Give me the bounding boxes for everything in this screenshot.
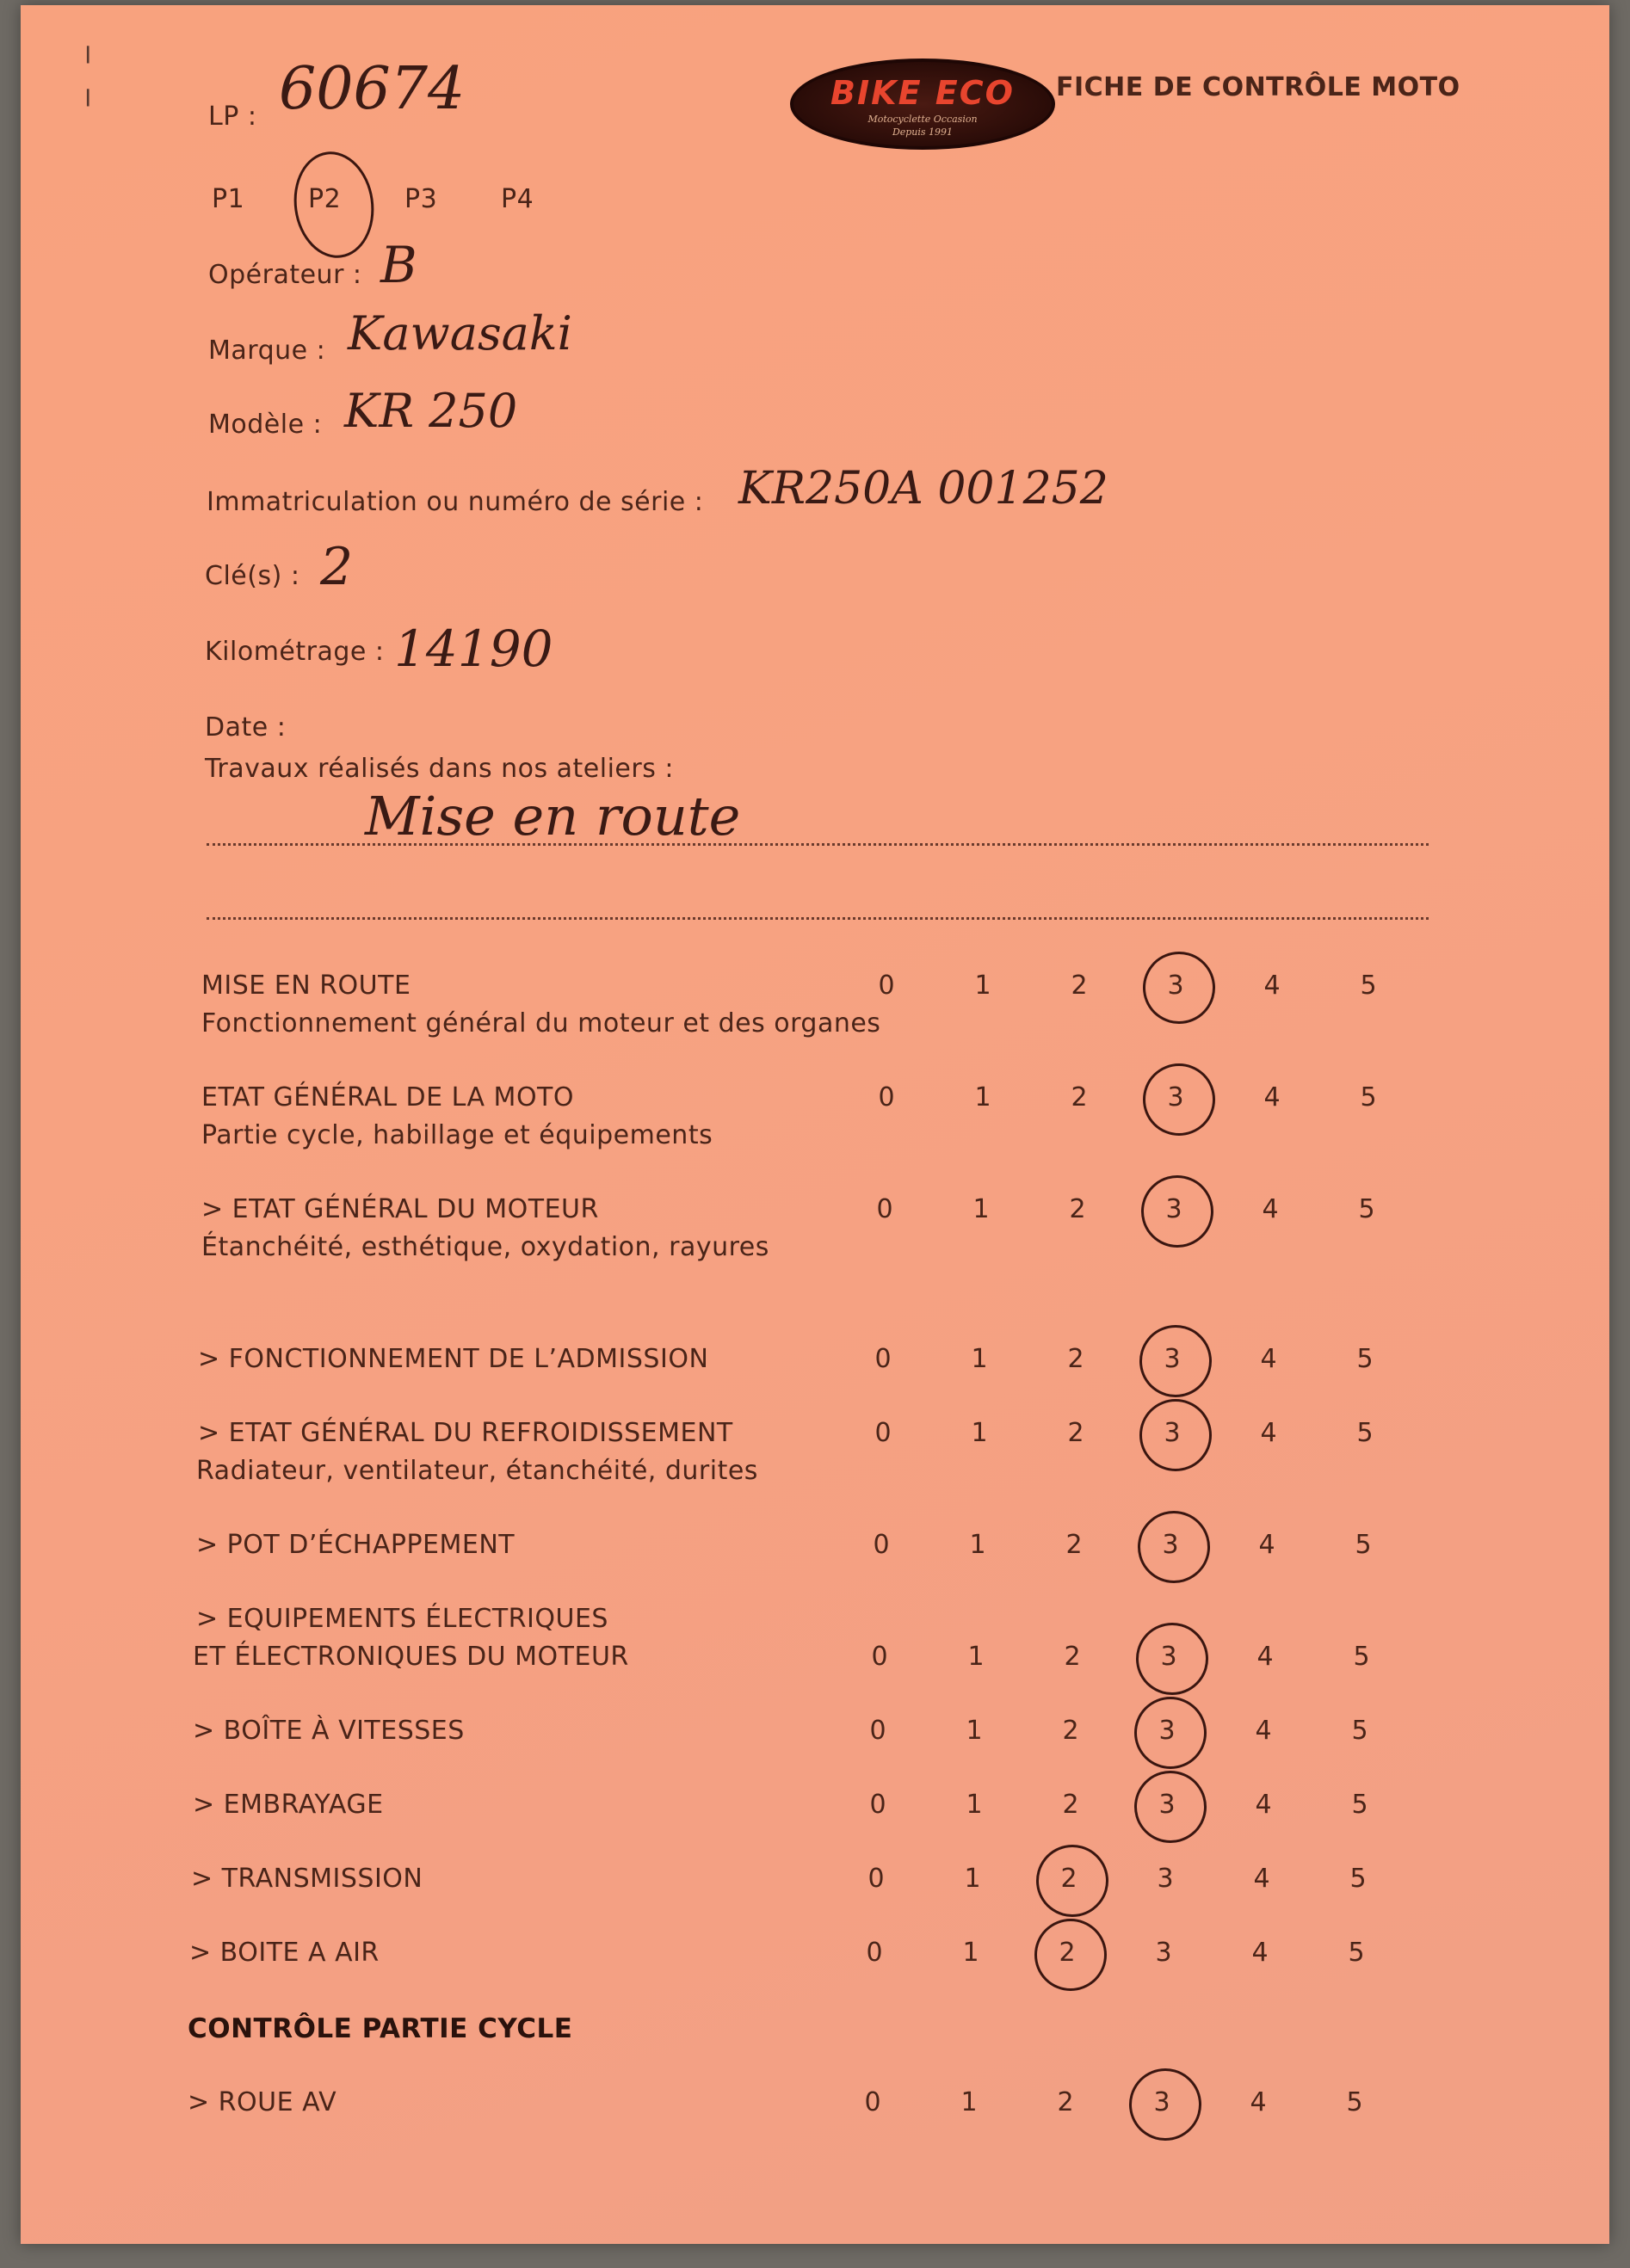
rating-option-3[interactable]: 3 [1158, 1790, 1176, 1820]
rating-selected-circle [1134, 1697, 1207, 1769]
date-label: Date : [205, 712, 287, 743]
rating-row-title: > BOÎTE À VITESSES [193, 1716, 465, 1746]
rating-option-4[interactable]: 4 [1255, 1790, 1272, 1820]
rating-selected-circle [1134, 1507, 1213, 1587]
rating-option-1[interactable]: 1 [967, 1642, 985, 1672]
rating-row-title: MISE EN ROUTE [201, 971, 411, 1001]
hole-punch-mark: ╷ [79, 72, 97, 107]
rating-option-1[interactable]: 1 [969, 1530, 986, 1560]
position-p1: P1 [212, 184, 245, 214]
rating-selected-circle [1033, 1841, 1112, 1920]
rating-option-0[interactable]: 0 [867, 1864, 885, 1894]
rating-option-4[interactable]: 4 [1262, 1194, 1279, 1224]
rating-row-title: > POT D’ÉCHAPPEMENT [196, 1530, 516, 1560]
logo-since: Depuis 1991 [892, 126, 954, 138]
rating-option-1[interactable]: 1 [966, 1790, 983, 1820]
operateur-label: Opérateur : [208, 260, 362, 290]
immatriculation-value: KR250A 001252 [738, 463, 1108, 515]
rating-option-2[interactable]: 2 [1071, 971, 1088, 1001]
position-p2: P2 [308, 184, 342, 214]
rating-selected-circle [1126, 2065, 1205, 2144]
rating-option-2[interactable]: 2 [1062, 1716, 1079, 1746]
lp-value: 60674 [279, 55, 466, 123]
rating-option-4[interactable]: 4 [1256, 1642, 1274, 1672]
rating-selected-circle [1139, 1399, 1212, 1471]
rating-option-5[interactable]: 5 [1356, 1418, 1374, 1448]
rating-option-2[interactable]: 2 [1060, 1864, 1077, 1894]
rating-option-1[interactable]: 1 [960, 2087, 978, 2117]
modele-label: Modèle : [208, 410, 323, 440]
rating-option-4[interactable]: 4 [1260, 1344, 1277, 1374]
position-selected-circle [287, 146, 380, 263]
rating-option-4[interactable]: 4 [1263, 971, 1281, 1001]
lp-label: LP : [208, 102, 257, 132]
rating-option-0[interactable]: 0 [874, 1418, 892, 1448]
rating-option-4[interactable]: 4 [1255, 1716, 1272, 1746]
rating-selected-circle [1133, 1619, 1212, 1698]
rating-option-3[interactable]: 3 [1153, 2087, 1170, 2117]
rating-selected-circle [1034, 1919, 1107, 1991]
rating-option-0[interactable]: 0 [874, 1344, 892, 1374]
rating-option-5[interactable]: 5 [1360, 1082, 1377, 1112]
rating-row-title: > EMBRAYAGE [193, 1790, 384, 1820]
rating-option-1[interactable]: 1 [964, 1864, 981, 1894]
marque-value: Kawasaki [348, 306, 572, 361]
rating-option-5[interactable]: 5 [1360, 971, 1377, 1001]
rating-option-4[interactable]: 4 [1263, 1082, 1281, 1112]
rating-option-5[interactable]: 5 [1346, 2087, 1363, 2117]
rating-option-0[interactable]: 0 [873, 1530, 890, 1560]
rating-row-title: > TRANSMISSION [191, 1864, 423, 1894]
rating-option-2[interactable]: 2 [1067, 1344, 1084, 1374]
rating-option-5[interactable]: 5 [1353, 1642, 1370, 1672]
position-p3: P3 [404, 184, 438, 214]
rating-selected-circle [1143, 1063, 1215, 1136]
rating-option-1[interactable]: 1 [962, 1938, 979, 1968]
rating-row-title: ETAT GÉNÉRAL DE LA MOTO [201, 1082, 574, 1112]
rating-option-0[interactable]: 0 [869, 1790, 886, 1820]
cles-value: 2 [320, 537, 354, 597]
rating-option-1[interactable]: 1 [974, 1082, 991, 1112]
hole-punch-mark: ╷ [79, 29, 97, 64]
logo-subtitle: Motocyclette Occasion [867, 114, 978, 125]
rating-option-1[interactable]: 1 [966, 1716, 983, 1746]
rating-row-subtitle: Fonctionnement général du moteur et des organes [201, 1008, 881, 1038]
rating-option-4[interactable]: 4 [1258, 1530, 1275, 1560]
rating-option-0[interactable]: 0 [866, 1938, 883, 1968]
bike-eco-logo [790, 59, 1055, 150]
document-title: FICHE DE CONTRÔLE MOTO [1056, 72, 1460, 102]
rating-option-2[interactable]: 2 [1067, 1418, 1084, 1448]
travaux-label: Travaux réalisés dans nos ateliers : [205, 754, 674, 784]
travaux-line-1 [207, 843, 1429, 846]
immatriculation-label: Immatriculation ou numéro de série : [207, 487, 704, 517]
rating-option-1[interactable]: 1 [971, 1418, 988, 1448]
rating-option-0[interactable]: 0 [864, 2087, 881, 2117]
rating-option-3[interactable]: 3 [1157, 1864, 1174, 1894]
rating-option-0[interactable]: 0 [878, 1082, 895, 1112]
rating-option-0[interactable]: 0 [878, 971, 895, 1001]
operateur-value: B [380, 236, 417, 294]
rating-row-title: > BOITE A AIR [189, 1938, 380, 1968]
rating-row-subtitle: Étanchéité, esthétique, oxydation, rayures [201, 1232, 769, 1262]
marque-label: Marque : [208, 336, 326, 366]
rating-option-2[interactable]: 2 [1059, 1938, 1076, 1968]
rating-row-subtitle: Partie cycle, habillage et équipements [201, 1120, 713, 1150]
rating-option-1[interactable]: 1 [971, 1344, 988, 1374]
cles-label: Clé(s) : [205, 561, 300, 591]
rating-row-subtitle: Radiateur, ventilateur, étanchéité, durites [196, 1456, 758, 1486]
rating-option-3[interactable]: 3 [1160, 1642, 1177, 1672]
control-sheet [21, 5, 1609, 2244]
rating-option-5[interactable]: 5 [1348, 1938, 1365, 1968]
rating-option-5[interactable]: 5 [1351, 1790, 1368, 1820]
rating-option-3[interactable]: 3 [1164, 1344, 1181, 1374]
rating-option-3[interactable]: 3 [1167, 971, 1184, 1001]
rating-option-5[interactable]: 5 [1355, 1530, 1372, 1560]
rating-option-4[interactable]: 4 [1250, 2087, 1267, 2117]
rating-selected-circle [1139, 948, 1219, 1027]
rating-option-2[interactable]: 2 [1069, 1194, 1086, 1224]
travaux-value: Mise en route [365, 785, 741, 847]
rating-option-4[interactable]: 4 [1253, 1864, 1270, 1894]
rating-option-5[interactable]: 5 [1356, 1344, 1374, 1374]
rating-option-2[interactable]: 2 [1064, 1642, 1081, 1672]
rating-selected-circle [1131, 1767, 1210, 1846]
rating-option-3[interactable]: 3 [1164, 1418, 1181, 1448]
rating-option-3[interactable]: 3 [1167, 1082, 1184, 1112]
rating-option-5[interactable]: 5 [1351, 1716, 1368, 1746]
section-partie-cycle: CONTRÔLE PARTIE CYCLE [188, 2013, 573, 2044]
rating-option-0[interactable]: 0 [876, 1194, 893, 1224]
rating-option-3[interactable]: 3 [1155, 1938, 1172, 1968]
kilometrage-label: Kilométrage : [205, 637, 385, 667]
modele-value: KR 250 [344, 384, 518, 438]
rating-option-5[interactable]: 5 [1358, 1194, 1375, 1224]
travaux-line-2 [207, 917, 1429, 920]
rating-row-title: > ETAT GÉNÉRAL DU REFROIDISSEMENT [198, 1418, 733, 1448]
rating-option-3[interactable]: 3 [1165, 1194, 1182, 1224]
rating-option-1[interactable]: 1 [972, 1194, 990, 1224]
position-p4: P4 [501, 184, 534, 214]
rating-row-title: > FONCTIONNEMENT DE L’ADMISSION [198, 1344, 709, 1374]
rating-row-title: > ROUE AV [188, 2087, 337, 2117]
rating-option-4[interactable]: 4 [1260, 1418, 1277, 1448]
rating-row-title: > EQUIPEMENTS ÉLECTRIQUES [196, 1604, 608, 1634]
rating-option-1[interactable]: 1 [974, 971, 991, 1001]
kilometrage-value: 14190 [394, 619, 553, 678]
rating-row-subtitle: ET ÉLECTRONIQUES DU MOTEUR [193, 1642, 629, 1672]
rating-option-0[interactable]: 0 [871, 1642, 888, 1672]
rating-selected-circle [1136, 1322, 1215, 1401]
logo-text: BIKE ECO [830, 74, 1015, 112]
rating-option-2[interactable]: 2 [1071, 1082, 1088, 1112]
rating-option-3[interactable]: 3 [1158, 1716, 1176, 1746]
rating-option-0[interactable]: 0 [869, 1716, 886, 1746]
rating-option-2[interactable]: 2 [1057, 2087, 1074, 2117]
rating-selected-circle [1138, 1172, 1217, 1251]
rating-option-2[interactable]: 2 [1062, 1790, 1079, 1820]
rating-option-2[interactable]: 2 [1065, 1530, 1083, 1560]
rating-option-5[interactable]: 5 [1349, 1864, 1367, 1894]
rating-option-4[interactable]: 4 [1251, 1938, 1269, 1968]
rating-row-title: > ETAT GÉNÉRAL DU MOTEUR [201, 1194, 599, 1224]
rating-option-3[interactable]: 3 [1162, 1530, 1179, 1560]
